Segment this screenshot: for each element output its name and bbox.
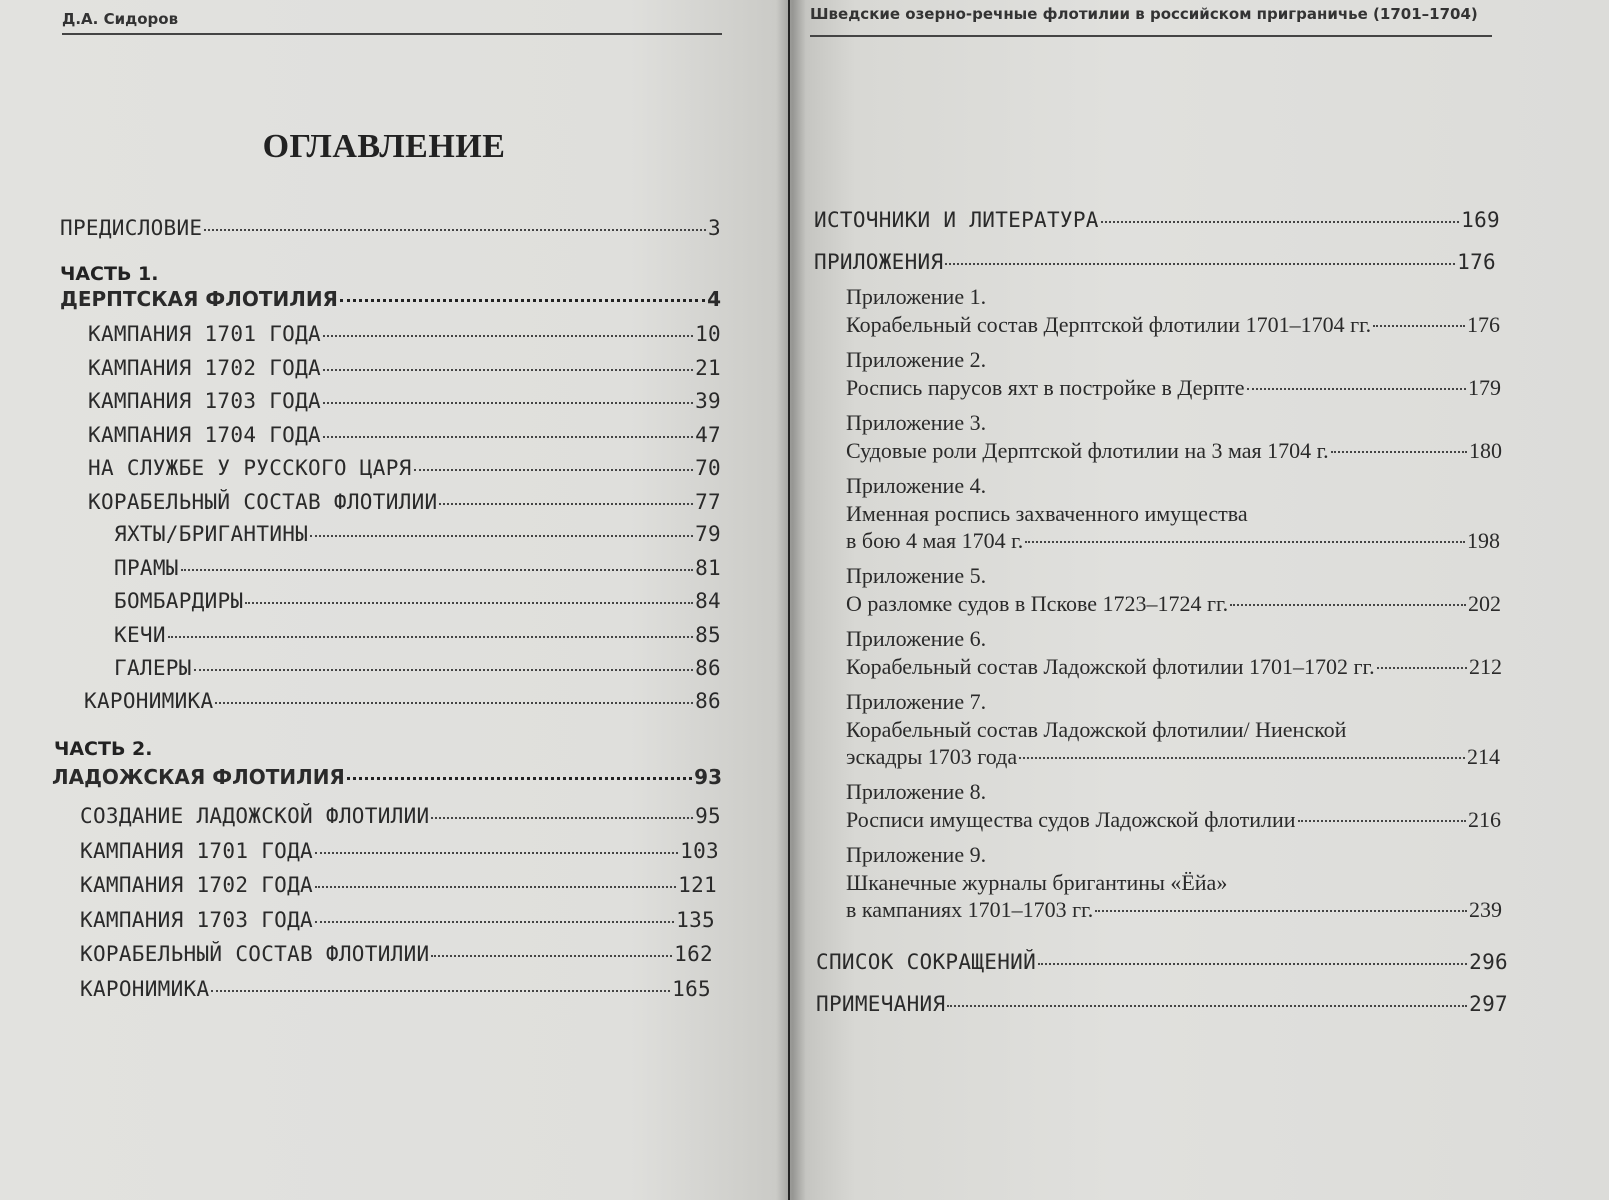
entry-title: ДЕРПТСКАЯ ФЛОТИЛИЯ [60,287,338,311]
entry-page: 95 [695,804,721,828]
toc-entry-appendix[interactable] [846,438,1502,464]
entry-title: Росписи имущества судов Ладожской флотилии [846,807,1296,832]
entry-page: 165 [672,976,711,1001]
entry-page: 239 [1469,897,1502,922]
entry-page: 86 [695,656,721,680]
leader-dots [414,468,694,471]
entry-page: 121 [678,873,717,897]
toc-entry-appendix[interactable] [846,375,1501,401]
leader-dots [323,435,693,438]
running-head-book-title: Шведские озерно-речные флотилии в российском приграничье (1701–1704) [810,5,1478,23]
leader-dots [947,1004,1467,1007]
leader-dots [347,776,692,780]
toc-entry-appendix[interactable] [846,744,1500,770]
entry-page: 296 [1469,950,1508,974]
leader-dots [323,334,693,337]
appendix-title-line: Именная роспись захваченного имущества [846,501,1248,526]
leader-dots [315,920,674,923]
entry-page: 85 [695,622,721,647]
toc-entry-abbreviations[interactable] [816,950,1508,974]
leader-dots [1230,603,1466,606]
entry-title: ПРЕДИСЛОВИЕ [60,216,203,240]
leader-dots [323,368,693,371]
toc-entry-part1[interactable] [60,287,721,311]
entry-title: ГАЛЕРЫ [114,656,192,680]
leader-dots [1298,819,1467,822]
entry-title: ЯХТЫ/БРИГАНТИНЫ [114,522,309,546]
leader-dots [1038,962,1467,965]
entry-title: ПРИЛОЖЕНИЯ [814,250,944,274]
appendix-label: Приложение 4. [846,473,987,498]
entry-title: Корабельный состав Ладожской флотилии 1701–1702 гг. [846,654,1375,679]
entry-page: 212 [1469,654,1502,679]
entry-title: в бою 4 мая 1704 г. [846,528,1024,553]
appendix-label: Приложение 9. [846,842,987,867]
entry-title: КОРАБЕЛЬНЫЙ СОСТАВ ФЛОТИЛИИ [80,942,430,966]
leader-dots [1019,756,1465,759]
appendix-label: Приложение 3. [846,410,987,435]
toc-entry-part1-subitem[interactable] [114,589,721,613]
entry-page: 21 [695,355,721,380]
leader-dots [204,228,706,231]
entry-title: в кампаниях 1701–1703 гг. [846,897,1094,922]
leader-dots [310,534,693,537]
entry-title: БОМБАРДИРЫ [114,589,244,613]
entry-title: ПРИМЕЧАНИЯ [816,992,946,1016]
entry-page: 86 [695,689,721,713]
entry-page: 77 [695,489,721,514]
entry-page: 3 [708,216,721,240]
toc-entry-part1-item[interactable] [88,322,721,346]
appendix-label: Приложение 8. [846,779,987,804]
leader-dots [431,954,672,957]
book-gutter [776,0,806,1200]
leader-dots [194,668,693,671]
toc-entry-part1-subitem[interactable] [114,522,721,546]
entry-page: 180 [1469,438,1502,463]
leader-dots [211,989,670,992]
leader-dots [1377,666,1467,669]
entry-page: 297 [1469,992,1508,1016]
appendix-title-line: Корабельный состав Ладожской флотилии/ Ниенской [846,717,1347,742]
part2-label: ЧАСТЬ 2. [54,738,153,760]
entry-title: КАМПАНИЯ 1703 ГОДА [80,907,313,932]
toc-entry-part2-item[interactable] [80,839,719,863]
entry-title: КАРОНИМИКА [80,976,210,1001]
entry-page: 10 [695,322,721,346]
leader-dots [215,701,693,704]
leader-dots [323,401,693,404]
leader-dots [1095,909,1467,912]
toc-entry-part2-item[interactable] [80,942,713,966]
appendix-label: Приложение 1. [846,284,987,309]
toc-title: ОГЛАВЛЕНИЕ [262,128,506,165]
toc-entry-notes[interactable] [816,992,1508,1016]
entry-page: 202 [1468,591,1501,616]
entry-title: КАМПАНИЯ 1702 ГОДА [80,873,313,897]
entry-page: 93 [694,765,722,789]
right-page [790,0,1609,1200]
entry-title: КЕЧИ [114,622,166,647]
toc-entry-part1-last[interactable] [84,689,721,713]
leader-dots [340,298,705,302]
toc-entry-sources[interactable] [814,208,1500,232]
toc-entry-part1-subitem[interactable] [114,556,721,580]
leader-dots [1247,387,1466,390]
leader-dots [1373,324,1465,327]
entry-page: 214 [1467,744,1500,769]
entry-title: КАМПАНИЯ 1702 ГОДА [88,355,321,380]
appendix-title-line: Шканечные журналы бригантины «Ёйа» [846,870,1228,895]
entry-title: КАМПАНИЯ 1701 ГОДА [88,322,321,346]
toc-entry-preface[interactable] [60,216,721,240]
appendix-label: Приложение 7. [846,689,987,714]
entry-page: 4 [707,287,721,311]
leader-dots [1101,220,1459,223]
entry-page: 176 [1457,250,1496,274]
entry-title: ЛАДОЖСКАЯ ФЛОТИЛИЯ [52,765,345,789]
entry-title: Роспись парусов яхт в постройке в Дерпте [846,375,1245,400]
appendix-label: Приложение 5. [846,563,987,588]
toc-entry-part1-item[interactable] [88,490,721,514]
toc-entry-appendix[interactable] [846,312,1500,338]
toc-entry-part1-subitem[interactable] [114,656,721,680]
entry-page: 84 [695,589,721,613]
entry-title: КАМПАНИЯ 1701 ГОДА [80,838,313,863]
toc-entry-appendix[interactable] [846,654,1502,680]
entry-page: 169 [1461,208,1500,232]
leader-dots [315,851,678,854]
leader-dots [181,568,693,571]
entry-title: Судовые роли Дерптской флотилии на 3 мая 1704 г. [846,438,1329,463]
toc-entry-part1-subitem[interactable] [114,623,721,647]
entry-title: ПРАМЫ [114,555,179,580]
toc-entry-part1-item[interactable] [88,423,721,447]
toc-entry-appendix[interactable] [846,807,1501,833]
entry-title: КАМПАНИЯ 1704 ГОДА [88,422,321,447]
header-rule [810,35,1492,37]
header-rule [62,33,722,35]
entry-page: 198 [1467,528,1500,553]
leader-dots [245,601,693,604]
leader-dots [439,502,693,505]
entry-page: 176 [1467,312,1500,337]
toc-entry-part2-item[interactable] [80,908,715,932]
toc-entry-appendix[interactable] [846,591,1501,617]
entry-page: 81 [695,555,721,580]
entry-page: 47 [695,422,721,447]
entry-title: ИСТОЧНИКИ И ЛИТЕРАТУРА [814,208,1099,232]
toc-entry-part2[interactable] [52,765,722,789]
entry-title: Корабельный состав Дерптской флотилии 1701–1704 гг. [846,312,1372,337]
toc-entry-appendix[interactable] [846,528,1500,554]
toc-entry-part1-item[interactable] [88,389,721,413]
entry-title: КАРОНИМИКА [84,689,214,713]
appendix-label: Приложение 2. [846,347,987,372]
toc-entry-part1-item[interactable] [88,456,721,480]
entry-title: КОРАБЕЛЬНЫЙ СОСТАВ ФЛОТИЛИИ [88,489,438,514]
entry-page: 103 [680,838,719,863]
entry-title: эскадры 1703 года [846,744,1018,769]
entry-page: 162 [674,942,713,966]
part1-label: ЧАСТЬ 1. [60,263,159,285]
left-page [0,0,788,1200]
entry-page: 79 [695,522,721,546]
entry-page: 216 [1468,807,1501,832]
entry-page: 179 [1468,375,1501,400]
entry-title: КАМПАНИЯ 1703 ГОДА [88,389,321,413]
leader-dots [168,635,693,638]
toc-entry-part1-item[interactable] [88,356,721,380]
toc-entry-part2-item[interactable] [80,977,711,1001]
running-head-author: Д.А. Сидоров [62,10,179,28]
toc-entry-part2-item[interactable] [80,804,721,828]
toc-entry-appendices[interactable] [814,250,1496,274]
entry-title: НА СЛУЖБЕ У РУССКОГО ЦАРЯ [88,456,412,480]
toc-entry-appendix[interactable] [846,897,1502,923]
leader-dots [1331,450,1467,453]
leader-dots [431,816,693,819]
entry-title: О разломке судов в Пскове 1723–1724 гг. [846,591,1229,616]
entry-title: СПИСОК СОКРАЩЕНИЙ [816,950,1037,974]
leader-dots [1025,540,1465,543]
entry-page: 39 [695,389,721,413]
entry-page: 70 [695,456,721,480]
entry-title: СОЗДАНИЕ ЛАДОЖСКОЙ ФЛОТИЛИИ [80,804,430,828]
toc-entry-part2-item[interactable] [80,873,717,897]
appendix-label: Приложение 6. [846,626,987,651]
entry-page: 135 [676,907,715,932]
leader-dots [315,885,676,888]
leader-dots [945,262,1455,265]
